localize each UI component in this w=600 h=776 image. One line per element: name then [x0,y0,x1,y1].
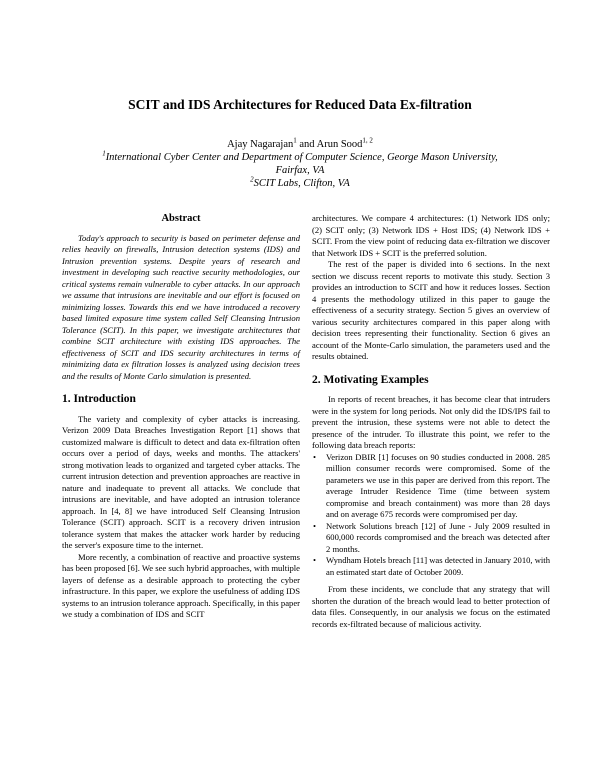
motivating-paragraph: In reports of recent breaches, it has become clear that intruders were in the system for long periods. Not only did the IDS/IPS fail to prevent the intrusion, these systems were not able to detect the presence of the intruder. To illustrate this point, we refer to the following data breach reports: [312,394,550,450]
affiliation-1 [0,151,600,164]
affiliation-text: International Cyber Center and Department of Computer Science, George Mason University, [105,152,498,163]
affiliation-superscript: 2 [250,175,254,184]
affiliation-text: SCIT Labs, Clifton, VA [253,178,350,189]
introduction-paragraph: The rest of the paper is divided into 6 sections. In the next section we discuss recent reports to motivate this study. Section 3 provides an introduction to SCIT and how it reduces losses. Section 4 presents the methodology utilized in this paper to gauge the effectiveness of a security strategy. Section 5 gives an overview of various security architectures compared in this paper along with decision trees representing their functionality. Section 6 gives an account of the Monte-Carlo simulation, the parameters used and the results obtained. [312,259,550,361]
affiliation-2 [0,177,600,190]
affiliation-1-city: Fairfax, VA [275,165,325,176]
list-item: • Verizon DBIR [1] focuses on 90 studies conducted in 2008. 285 million consumer records were compromised. Some of the parameters we use in this paper are derived from this report. The average Intruder Residence Time (time between system compromise and breach containment) was more than 28 days and on average 675 records were compromised per day. [324,452,550,521]
abstract-heading: Abstract [161,213,201,224]
author-block [0,138,600,190]
affiliation-superscript: 1 [102,149,106,158]
author-superscript: 1, 2 [362,136,373,145]
section-gap [312,363,550,375]
author-line [0,138,600,151]
motivating-examples-heading: 2. Motivating Examples [312,373,429,386]
author-name: Arun Sood [316,139,363,150]
left-column [62,213,300,621]
introduction-continued: architectures. We compare 4 architectures: (1) Network IDS only; (2) SCIT only; (3) Network IDS + Host IDS; (4) Network IDS + SCIT. From the view point of reducing data ex-filtration we discover that Network IDS + SCIT is the preferred solution. [312,213,550,258]
list-item: • Network Solutions breach [12] of June - July 2009 resulted in 600,000 records compromised and the breach was detected after 2 months. [324,521,550,556]
motivating-paragraph: From these incidents, we conclude that any strategy that will shorten the duration of the breach would lead to better protection of data files. Consequently, in our analysis we focus on the estimated records ex-filtrated because of malicious activity. [312,584,550,629]
list-item: • Wyndham Hotels breach [11] was detected in January 2010, with an estimated start date of October 2009. [324,555,550,578]
breach-report-list [312,452,550,579]
right-column [312,213,550,630]
author-name: Ajay Nagarajan [227,139,294,150]
author-superscript: 1 [293,136,297,145]
introduction-paragraph: The variety and complexity of cyber attacks is increasing. Verizon 2009 Data Breaches Investigation Report [1] shows that customized malware is difficult to detect and data ex-filtration often occurs over a period of days, weeks and months. The attackers' strong motivation leads to organized and targeted cyber attacks. The current intrusion detection and prevention approaches are reactive in nature and inadequate to prevent all attacks. We conclude that intrusions are inevitable, and have adopted an intrusion tolerance approach. In [4, 8] we have introduced Self Cleansing Intrusion Tolerance (SCIT) approach. SCIT is a recovery driven intrusion tolerance system that makes the attacker work harder by reducing the server's exposure time to the internet. [62,413,300,550]
introduction-heading: 1. Introduction [62,393,136,405]
author-conjunction: and [296,139,317,150]
introduction-paragraph: More recently, a combination of reactive and proactive systems has been proposed [6]. We see such hybrid approaches, with multiple layers of defense as a desirable approach to protecting the cyber infrastructure. In this paper, we explore the usefulness of adding IDS systems to an intrusion tolerance approach. Specifically, in this paper we study a combination of IDS and SCIT [62,551,300,619]
paper-title: SCIT and IDS Architectures for Reduced Data Ex-filtration [128,97,472,112]
abstract-text: Today's approach to security is based on perimeter defense and relies heavily on firewalls, Intrusion detection systems (IDS) and Intrusion prevention systems. Despite years of research and investment in developing such reactive security methodologies, our critical systems remain vulnerable to cyber attacks. In our approach we assume that intrusions are inevitable and our effort is focused on minimizing losses. Towards this end we have introduced a recovery based limited exposure time system called Self Cleansing Intrusion Tolerance (SCIT). In this paper, we investigate architectures that combine SCIT architecture with existing IDS approaches. The effectiveness of SCIT and IDS security architectures in terms of minimizing data ex filtration losses is analyzed using decision trees and the results of Monte Carlo simulation is presented. [62,232,300,381]
